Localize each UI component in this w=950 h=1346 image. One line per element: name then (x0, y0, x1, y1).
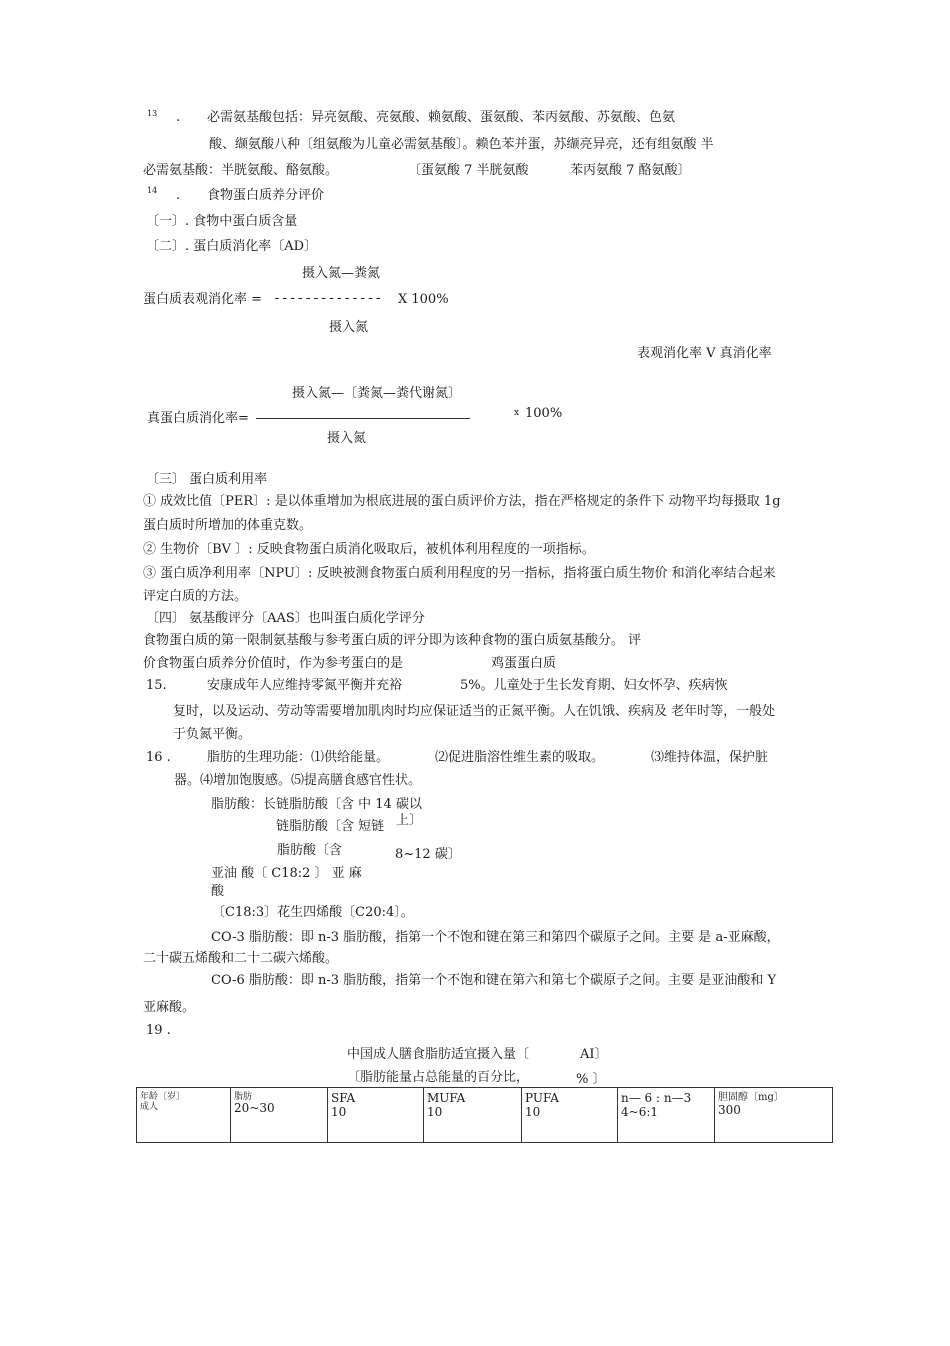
digestibility-comparison: 表观消化率 V 真消化率 (637, 346, 772, 361)
fatty-acid-long-chain: 脂肪酸：长链脂肪酸〔含 中 14 碳以 (211, 797, 422, 812)
formula-1-label: 蛋白质表观消化率 = (143, 292, 263, 307)
table-cell-cholesterol (715, 1088, 833, 1143)
table-cell-age (137, 1088, 231, 1143)
section-14-number: 14 (147, 186, 158, 195)
formula-2-denominator: 摄入氮 (327, 431, 367, 446)
section-15-line-1b: 5%。儿童处于生长发育期、妇女怀孕、疾病恢 (460, 678, 728, 693)
section-14-title: 食物蛋白质养分评价 (207, 188, 325, 203)
header-pufa: PUFA (525, 1091, 559, 1105)
fatty-acid-medium-chain-range: 8~12 碳〕 (395, 847, 461, 862)
fat-function-3: ⑶维持体温，保护脏 (651, 750, 769, 765)
omega-3-line-1: CO-3 脂肪酸：即 n-3 脂肪酸，指第一个不饱和键在第三和第四个碳原子之间。主要 是 a-亚麻酸， (211, 930, 780, 945)
formula-2-label: 真蛋白质消化率= (147, 411, 249, 426)
formula-1-multiplier: X 100% (398, 292, 449, 307)
table-cell-fat (231, 1088, 328, 1143)
section-15-line-1a: 安康成年人应维持零氮平衡并充裕 (207, 678, 403, 693)
header-fat: 脂肪 (234, 1092, 253, 1102)
linoleic-acid-line-end: 酸 (211, 884, 225, 899)
linoleic-acid-line: 亚油 酸〔 C18:2 〕 亚 麻 (211, 866, 362, 881)
aas-line-1: 食物蛋白质的第一限制氨基酸与参考蛋白质的评分即为该种食物的蛋白质氨基酸分。 评 (143, 633, 642, 648)
section-13-line-3b: 〔蛋氨酸 7 半胱氨酸 (408, 163, 529, 178)
subsection-protein-utilization: 〔三〕 蛋白质利用率 (146, 472, 268, 487)
formula-2-times: x (514, 408, 520, 418)
section-13-line-3a: 必需氨基酸：半胱氨酸、酪氨酸。 (143, 163, 339, 178)
fat-intake-table (136, 1087, 833, 1143)
cell-sfa-value: 10 (331, 1104, 347, 1119)
npu-line-2: 评定白质的方法。 (143, 589, 248, 604)
fat-function-2: ⑵促进脂溶性维生素的吸取。 (435, 750, 605, 765)
table-cell-pufa (522, 1088, 618, 1143)
header-ratio: n— 6 : n—3 (621, 1091, 692, 1105)
table-subtitle: 〔脂肪能量占总能量的百分比， (347, 1070, 530, 1085)
subsection-aas: 〔四〕 氨基酸评分〔AAS〕也叫蛋白质化学评分 (146, 611, 425, 626)
formula-1-fraction-line: -------------- (273, 291, 383, 306)
fat-function-1: 脂肪的生理功能：⑴供给能量。 (207, 750, 390, 765)
cell-ratio-value: 4~6:1 (621, 1104, 659, 1119)
section-13-line-2: 酸、缬氨酸八种〔组氨酸为儿童必需氨基酸〕。赖色苯并蛋，苏缬亮异亮，还有组氨酸 半 (209, 137, 714, 152)
table-subtitle-unit: % 〕 (576, 1072, 606, 1087)
header-sfa: SFA (331, 1091, 356, 1105)
formula-1-numerator: 摄入氮—粪氮 (302, 266, 381, 281)
section-13-dot: . (176, 110, 181, 125)
per-line-2: 蛋白质时所增加的体重克数。 (143, 518, 313, 533)
section-13-number: 13 (147, 109, 158, 118)
formula-2-numerator: 摄入氮—〔粪氮—粪代谢氮〕 (292, 386, 462, 401)
section-13-line-1: 必需氨基酸包括：异亮氨酸、亮氨酸、赖氨酸、蛋氨酸、苯丙氨酸、苏氨酸、色氨 (207, 110, 676, 125)
table-title: 中国成人膳食脂肪适宜摄入量〔 (347, 1047, 530, 1062)
section-13-line-3c: 苯丙氨酸 7 酪氨酸〕 (570, 163, 691, 178)
cell-mufa-value: 10 (427, 1104, 443, 1119)
formula-2-fraction-line (256, 418, 470, 419)
fatty-acid-short-chain: 链脂肪酸〔含 短链 (276, 819, 385, 834)
section-16-number: 16 . (146, 750, 171, 765)
fat-function-4: 器。⑷增加饱腹感。⑸提高膳食感官性状。 (174, 773, 422, 788)
omega-3-line-2: 二十碳五烯酸和二十二碳六烯酸。 (143, 951, 339, 966)
aas-line-2b: 鸡蛋蛋白质 (491, 656, 557, 671)
header-mufa: MUFA (427, 1091, 466, 1105)
aas-line-2a: 价食物蛋白质养分价值时，作为参考蛋白的是 (143, 656, 404, 671)
section-15-line-3: 于负氮平衡。 (173, 727, 252, 742)
table-cell-mufa (424, 1088, 522, 1143)
subsection-protein-content: 〔一〕. 食物中蛋白质含量 (146, 214, 298, 229)
npu-line-1: ③ 蛋白质净利用率〔NPU〕: 反映被测食物蛋白质利用程度的另一指标，指将蛋白质生物价 和消化率结合起来 (143, 566, 776, 581)
section-14-dot: . (176, 188, 181, 203)
section-19-number: 19 . (146, 1023, 171, 1038)
formula-2-percent: 100% (525, 406, 563, 421)
cell-fat-value: 20~30 (234, 1101, 275, 1116)
formula-1-denominator: 摄入氮 (329, 320, 369, 335)
essential-fatty-acids: 〔C18:3〕花生四烯酸〔C20:4〕。 (212, 905, 414, 920)
subsection-protein-digestibility: 〔二〕. 蛋白质消化率〔AD〕 (146, 239, 318, 254)
table-row (137, 1088, 833, 1143)
cell-cholesterol-value: 300 (718, 1102, 741, 1117)
fatty-acid-long-chain-end: 上〕 (396, 813, 423, 828)
table-cell-sfa (328, 1088, 424, 1143)
section-15-line-2: 复时，以及运动、劳动等需要增加肌肉时均应保证适当的正氮平衡。人在饥饿、疾病及 老年时等，一般处 (173, 704, 776, 719)
header-cholesterol: 胆固醇〔mg〕 (718, 1092, 784, 1103)
omega-6-line-2: 亚麻酸。 (143, 1000, 196, 1015)
omega-6-line-1: CO-6 脂肪酸：即 n-3 脂肪酸，指第一个不饱和键在第六和第七个碳原子之间。主要 是亚油酸和 Y (211, 973, 777, 988)
fatty-acid-medium-chain: 脂肪酸〔含 (277, 843, 343, 858)
cell-adult: 成人 (140, 1102, 159, 1113)
bv-line: ② 生物价〔BV 〕: 反映食物蛋白质消化吸取后，被机体利用程度的一项指标。 (143, 542, 595, 557)
table-title-ai: AI〕 (580, 1047, 608, 1062)
header-age: 年龄〔岁〕 (140, 1092, 186, 1102)
section-15-number: 15. (146, 678, 167, 693)
per-line-1: ① 成效比值〔PER〕: 是以体重增加为根底进展的蛋白质评价方法，指在严格规定的条件下 动物平均每摄取 1g (143, 494, 781, 509)
cell-pufa-value: 10 (525, 1104, 541, 1119)
table-cell-ratio (618, 1088, 715, 1143)
